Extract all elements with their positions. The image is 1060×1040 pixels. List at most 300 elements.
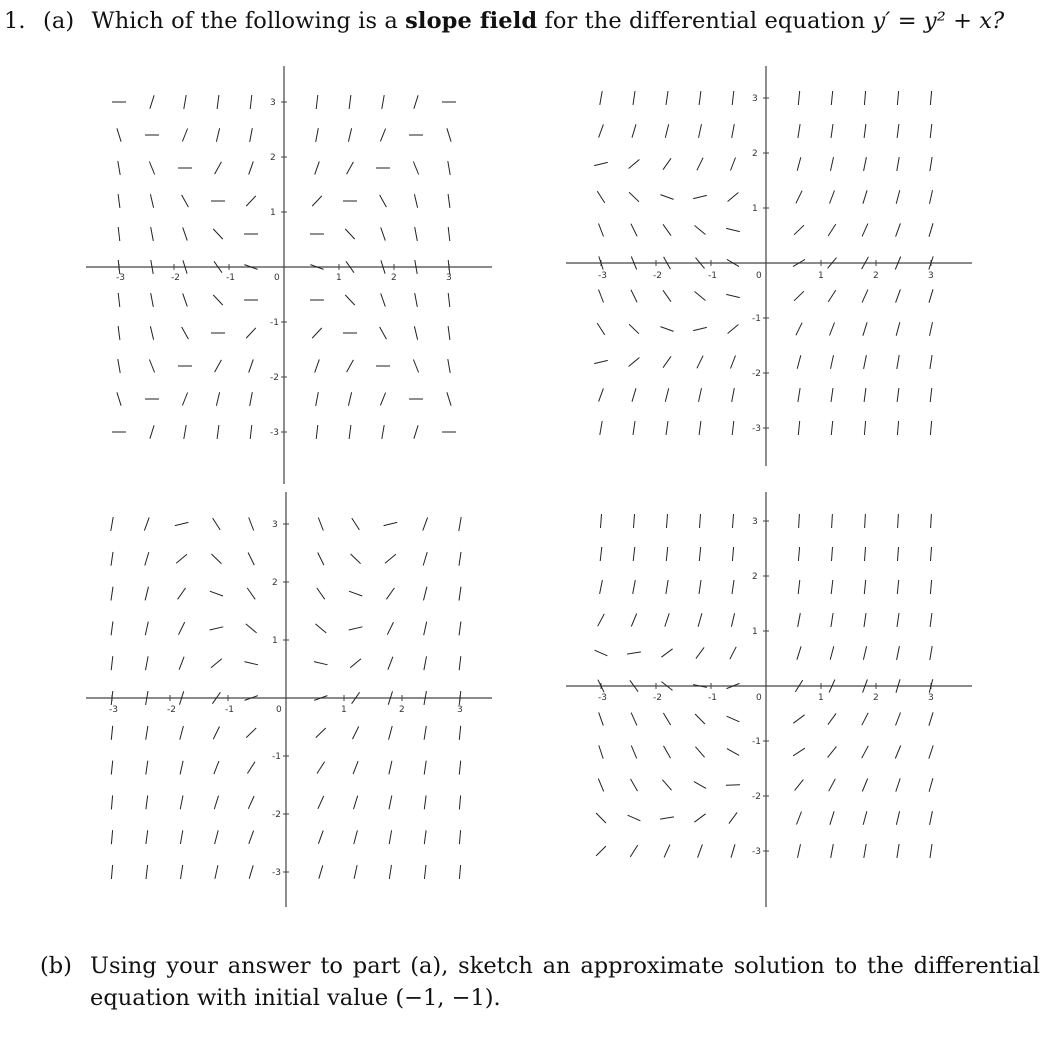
slope-segment	[929, 223, 933, 236]
slope-segment	[146, 656, 149, 670]
slope-segment	[731, 844, 735, 857]
slope-segment	[732, 580, 734, 594]
slope-segment	[316, 95, 318, 109]
slope-segment	[213, 229, 223, 239]
slope-segment	[660, 327, 673, 332]
slope-segment	[596, 846, 606, 856]
slope-segment	[424, 587, 427, 601]
slope-segment	[351, 554, 361, 564]
slope-segment	[598, 779, 603, 792]
slope-segment	[831, 157, 834, 171]
slope-segment	[415, 227, 418, 241]
slope-segment	[666, 547, 667, 561]
part-b-label: (b)	[40, 953, 72, 979]
slope-segment	[726, 785, 740, 786]
slope-segment	[864, 355, 867, 369]
slope-segment	[151, 293, 154, 307]
slope-segment	[247, 762, 255, 774]
slope-segment	[318, 796, 324, 809]
y-tick-label: -1	[272, 752, 281, 762]
slope-segment	[598, 614, 605, 626]
slope-segment	[182, 327, 189, 339]
y-tick-label: -1	[270, 318, 279, 328]
slope-segment	[862, 746, 869, 758]
slope-segment	[831, 388, 833, 402]
slope-segment	[180, 796, 183, 810]
slope-segment	[798, 124, 800, 138]
slope-segment	[599, 712, 604, 725]
slope-segment	[600, 91, 602, 105]
slope-segment	[312, 196, 322, 206]
slope-segment	[727, 749, 739, 756]
slope-segment	[118, 161, 120, 175]
slope-segment	[111, 795, 112, 809]
slope-segment	[830, 646, 834, 660]
x-tick-label: -3	[116, 273, 125, 283]
slope-segment	[731, 613, 734, 627]
x-tick-label: 2	[399, 705, 405, 715]
slope-segment	[248, 796, 254, 809]
slope-segment	[699, 124, 702, 138]
slope-segment	[930, 421, 931, 435]
slope-segment	[695, 292, 706, 301]
slope-segment	[629, 324, 639, 334]
slope-segment	[831, 124, 833, 138]
slope-segment	[930, 646, 932, 660]
x-tick-label: 2	[873, 693, 879, 703]
slope-segment	[179, 657, 184, 670]
x-tick-label: -2	[171, 273, 180, 283]
slope-segment	[459, 795, 460, 809]
slope-segment	[930, 190, 933, 204]
slope-segment	[697, 158, 703, 171]
slope-segment	[111, 517, 113, 531]
slope-segment	[316, 128, 319, 142]
slope-segment	[459, 656, 461, 670]
slope-segment	[727, 716, 740, 722]
slope-segment	[930, 811, 933, 825]
y-tick-label: 2	[752, 149, 758, 159]
y-tick-label: 2	[752, 572, 758, 582]
slope-segment	[213, 295, 223, 305]
slope-segment	[183, 293, 188, 306]
slope-segment	[930, 613, 932, 627]
slope-segment	[380, 327, 387, 339]
slope-segment	[896, 289, 901, 302]
part-b-text: Using your answer to part (a), sketch an approximate solution to the differential equation with initial value (−1, −1).	[90, 953, 1040, 1011]
slope-segment	[150, 194, 153, 208]
slope-segment	[118, 359, 120, 373]
slope-segment	[663, 224, 671, 235]
slope-segment	[699, 91, 701, 105]
slope-segment	[424, 865, 426, 879]
slope-segment	[182, 393, 187, 406]
slope-segment	[629, 358, 640, 367]
slope-segment	[863, 322, 867, 335]
slope-segment	[897, 124, 899, 138]
slope-segment	[863, 811, 867, 825]
slope-field-top-right	[566, 66, 976, 466]
slope-segment	[896, 778, 900, 791]
slope-segment	[594, 162, 608, 165]
slope-segment	[182, 195, 189, 207]
slope-segment	[217, 425, 219, 439]
slope-segment	[146, 796, 148, 810]
slope-segment	[695, 747, 704, 758]
slope-segment	[627, 652, 641, 654]
slope-segment	[831, 355, 834, 369]
slope-segment	[118, 326, 120, 340]
slope-segment	[631, 224, 637, 237]
slope-segment	[863, 190, 867, 203]
slope-segment	[149, 360, 154, 373]
slope-segment	[731, 356, 736, 369]
slope-segment	[181, 865, 183, 879]
slope-segment	[180, 726, 184, 740]
slope-segment	[176, 554, 187, 563]
slope-segment	[798, 91, 799, 105]
slope-segment	[897, 844, 899, 858]
slope-segment	[215, 830, 219, 844]
slope-segment	[349, 425, 351, 439]
slope-segment	[447, 392, 451, 405]
slope-segment	[733, 514, 734, 528]
slope-segment	[385, 554, 396, 563]
slope-segment	[697, 356, 703, 369]
x-tick-label: 0	[274, 273, 280, 283]
slope-segment	[799, 514, 800, 528]
slope-segment	[832, 547, 833, 561]
slope-segment	[459, 622, 461, 636]
slope-segment	[663, 290, 671, 301]
slope-segment	[666, 421, 668, 435]
slope-segment	[213, 727, 219, 740]
slope-segment	[599, 745, 603, 758]
slope-segment	[694, 814, 705, 822]
slope-segment	[864, 388, 866, 402]
slope-segment	[448, 293, 450, 307]
slope-segment	[345, 229, 355, 239]
y-tick-label: -3	[270, 428, 279, 438]
slope-segment	[448, 194, 450, 208]
slope-segment	[217, 95, 219, 109]
slope-segment	[184, 425, 186, 439]
slope-segment	[316, 728, 326, 738]
slope-segment	[794, 225, 804, 235]
slope-segment	[423, 552, 427, 565]
slope-segment	[246, 328, 256, 338]
slope-segment	[111, 656, 113, 670]
slope-segment	[178, 588, 186, 599]
slope-segment	[354, 865, 357, 879]
x-tick-label: 1	[336, 273, 342, 283]
slope-segment	[831, 421, 832, 435]
slope-segment	[898, 514, 899, 528]
slope-segment	[349, 627, 363, 630]
slope-segment	[424, 761, 426, 775]
slope-segment	[414, 326, 417, 340]
y-tick-label: 1	[752, 627, 758, 637]
slope-segment	[600, 547, 602, 561]
slope-segment	[448, 161, 450, 175]
slope-segment	[863, 646, 866, 660]
slope-segment	[793, 748, 805, 756]
slope-segment	[726, 228, 740, 231]
slope-segment	[316, 425, 318, 439]
slope-segment	[831, 844, 834, 858]
slope-segment	[595, 650, 608, 656]
slope-segment	[660, 195, 673, 200]
slope-segment	[666, 580, 668, 594]
slope-segment	[150, 425, 154, 438]
slope-segment	[596, 813, 606, 823]
slope-segment	[150, 95, 154, 108]
slope-segment	[117, 392, 121, 405]
slope-segment	[111, 865, 112, 879]
slope-segment	[798, 613, 801, 627]
slope-segment	[794, 291, 804, 301]
slope-segment	[182, 129, 187, 142]
slope-segment	[210, 591, 223, 596]
slope-segment	[348, 392, 351, 406]
x-tick-label: -2	[653, 693, 662, 703]
x-tick-label: -2	[167, 705, 176, 715]
slope-segment	[246, 624, 257, 633]
slope-segment	[213, 518, 221, 530]
slope-segment	[424, 830, 426, 844]
slope-segment	[930, 844, 932, 858]
slope-segment	[829, 779, 836, 791]
y-tick-label: -2	[752, 792, 761, 802]
slope-segment	[698, 613, 702, 626]
y-tick-label: -3	[272, 868, 281, 878]
slope-segment	[796, 323, 802, 336]
slope-segment	[663, 158, 671, 169]
slope-segment	[145, 552, 149, 565]
slope-segment	[634, 514, 635, 528]
slope-segment	[929, 289, 933, 302]
slope-segment	[448, 326, 450, 340]
slope-segment	[830, 811, 834, 824]
slope-segment	[347, 162, 354, 174]
slope-segment	[897, 355, 899, 369]
slope-segment	[732, 91, 734, 105]
slope-segment	[111, 761, 112, 775]
slope-segment	[798, 844, 801, 858]
y-tick-label: -3	[752, 847, 761, 857]
slope-segment	[929, 778, 933, 791]
slope-segment	[897, 157, 899, 171]
y-tick-label: -2	[272, 810, 281, 820]
slope-segment	[459, 587, 461, 601]
slope-segment	[424, 796, 426, 810]
slope-segment	[146, 726, 148, 740]
slope-segment	[215, 162, 222, 174]
y-tick-label: 2	[272, 578, 278, 588]
slope-segment	[699, 388, 702, 402]
y-tick-label: -1	[752, 737, 761, 747]
slope-segment	[632, 124, 636, 137]
slope-segment	[388, 657, 393, 670]
slope-segment	[448, 359, 450, 373]
x-tick-label: 3	[928, 693, 934, 703]
slope-segment	[459, 761, 460, 775]
slope-segment	[447, 128, 451, 141]
x-tick-label: 3	[928, 271, 934, 281]
slope-segment	[423, 517, 428, 530]
slope-segment	[629, 192, 639, 202]
part-a-label: (a)	[42, 8, 75, 34]
x-tick-label: -1	[708, 693, 717, 703]
slope-segment	[145, 622, 148, 636]
slope-segment	[318, 553, 324, 566]
slope-segment	[215, 865, 218, 879]
x-tick-label: 2	[873, 271, 879, 281]
slope-segment	[118, 227, 120, 241]
slope-segment	[930, 355, 932, 369]
slope-segment	[387, 622, 393, 635]
slope-segment	[599, 388, 604, 401]
slope-segment	[315, 161, 320, 174]
slope-segment	[250, 95, 252, 109]
slope-segment	[730, 647, 736, 659]
x-tick-label: 0	[756, 271, 762, 281]
slope-segment	[211, 554, 221, 564]
slope-segment	[660, 817, 674, 819]
slope-segment	[663, 713, 670, 725]
slope-segment	[384, 522, 398, 525]
x-tick-label: 0	[276, 705, 282, 715]
slope-segment	[315, 624, 326, 633]
slope-segment	[693, 327, 707, 330]
slope-segment	[930, 91, 931, 105]
slope-segment	[117, 128, 121, 141]
slope-segment	[732, 421, 734, 435]
x-tick-label: 3	[446, 273, 452, 283]
part-a-middle: for the differential equation	[544, 8, 866, 34]
slope-segment	[798, 580, 800, 594]
slope-segment	[599, 224, 604, 237]
slope-segment	[732, 547, 733, 561]
slope-segment	[864, 91, 865, 105]
slope-segment	[413, 360, 418, 373]
slope-segment	[930, 322, 933, 336]
y-tick-label: 3	[270, 98, 276, 108]
slope-segment	[424, 656, 427, 670]
slope-segment	[629, 160, 640, 169]
slope-segment	[661, 649, 672, 657]
slope-segment	[149, 162, 154, 175]
part-a-equation: y′ = y² + x?	[872, 8, 1005, 34]
slope-segment	[216, 128, 219, 142]
x-tick-label: -1	[226, 273, 235, 283]
slope-segment	[897, 388, 899, 402]
slope-segment	[930, 124, 932, 138]
slope-segment	[667, 514, 668, 528]
slope-segment	[179, 622, 185, 635]
slope-segment	[898, 547, 899, 561]
slope-segment	[797, 157, 801, 171]
slope-segment	[599, 124, 604, 137]
slope-segment	[864, 421, 865, 435]
x-tick-label: -3	[109, 705, 118, 715]
slope-segment	[693, 195, 707, 198]
slope-segment	[828, 290, 836, 302]
x-tick-label: -3	[598, 271, 607, 281]
slope-segment	[695, 226, 706, 235]
slope-segment	[111, 726, 112, 740]
slope-segment	[597, 323, 605, 335]
slope-segment	[864, 844, 866, 858]
slope-segment	[247, 588, 255, 599]
slope-segment	[249, 865, 253, 878]
slope-segment	[630, 845, 637, 857]
slope-segment	[211, 659, 222, 668]
slope-segment	[216, 392, 219, 406]
slope-segment	[248, 553, 254, 566]
slope-segment	[246, 196, 256, 206]
slope-segment	[597, 191, 605, 203]
slope-segment	[380, 393, 385, 406]
slope-segment	[175, 522, 189, 525]
slope-segment	[897, 646, 900, 660]
slope-segment	[150, 326, 153, 340]
y-tick-label: 3	[272, 520, 278, 530]
slope-segment	[862, 224, 868, 237]
slope-segment	[459, 552, 461, 566]
x-tick-label: 1	[818, 693, 824, 703]
slope-segment	[728, 325, 739, 334]
y-tick-label: -3	[752, 424, 761, 434]
slope-segment	[895, 746, 900, 759]
slope-segment	[633, 580, 636, 594]
slope-segment	[250, 392, 253, 406]
slope-segment	[424, 726, 426, 740]
slope-segment	[249, 831, 254, 844]
slope-segment	[897, 613, 899, 627]
x-tick-label: -1	[225, 705, 234, 715]
slope-segment	[795, 780, 804, 791]
slope-segment	[250, 425, 252, 439]
slope-field-bottom-right	[566, 492, 976, 912]
slope-segment	[732, 388, 735, 402]
slope-segment	[631, 290, 637, 303]
x-tick-label: 1	[818, 271, 824, 281]
slope-segment	[319, 865, 323, 878]
slope-segment	[345, 295, 355, 305]
slope-segment	[793, 715, 804, 723]
slope-segment	[144, 517, 149, 530]
slope-segment	[424, 622, 427, 636]
slope-segment	[415, 293, 418, 307]
slope-segment	[828, 747, 837, 758]
slope-segment	[662, 780, 671, 791]
slope-segment	[700, 514, 701, 528]
slope-segment	[318, 831, 323, 844]
slope-segment	[448, 227, 450, 241]
slope-segment	[600, 421, 602, 435]
slope-segment	[930, 388, 932, 402]
slope-segment	[664, 845, 670, 858]
slope-segment	[146, 830, 148, 844]
slope-segment	[151, 227, 154, 241]
slope-segment	[931, 547, 932, 561]
slope-segment	[896, 811, 899, 825]
slope-segment	[381, 293, 386, 306]
slope-segment	[699, 580, 701, 594]
slope-segment	[314, 662, 328, 665]
slope-segment	[214, 761, 219, 774]
